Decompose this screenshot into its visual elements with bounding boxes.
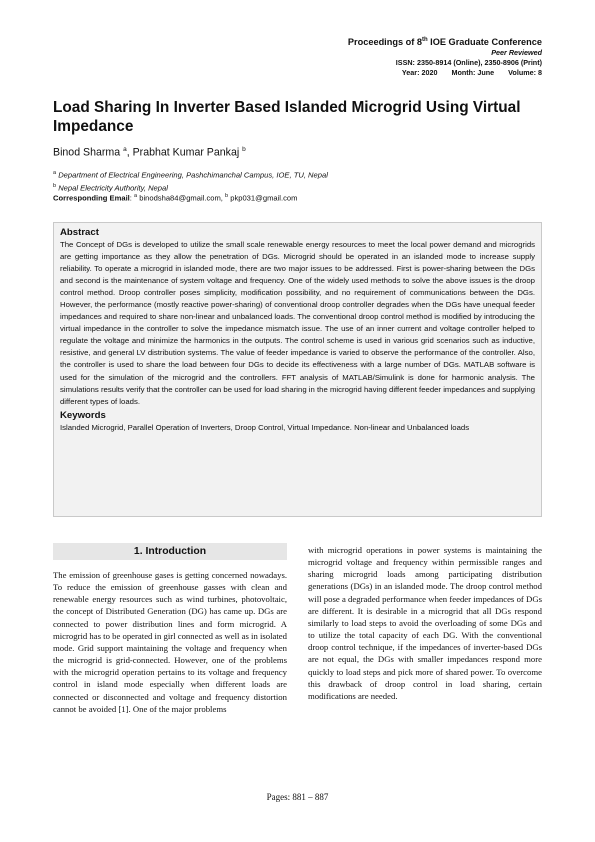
affiliation-b: $^b$ Nepal Electricity Authority, Nepal	[53, 182, 168, 193]
email-link[interactable]: binodsha84@gmail.com,	[139, 193, 226, 203]
affiliations	[53, 168, 328, 193]
conference-name: Proceedings of 8th IOE Graduate Conference	[347, 37, 542, 48]
body-column-right: with microgrid operations in power systems is maintaining the microgrid voltage and frequency within permissible ranges and sharing microgrid loads among participating distribution generations (DGs) in an islanded mode. The droop control method will pose a degraded performance when feeder impedances of DGs are different. It is desirable in a microgrid that all DGs respond similarly to load steps to avoid the overloading of some DGs and to utilize the total capacity of each DG. With the conventional droop control technique, if the impedances of inverter-based DGs are not equal, the DGs with smaller impedances respond more quickly to load steps and pick more of shared power. To overcome this drawback of droop control in load sharing, certain modifications are needed.	[308, 545, 542, 701]
keywords-heading: Keywords	[60, 409, 106, 421]
issn-line: ISSN: 2350-8914 (Online), 2350-8906 (Print)	[395, 58, 542, 68]
body-column-left: The emission of greenhouse gases is getting concerned nowadays. To reduce the emission of greenhouse gasses with clean and renewable energy resources such as wind turbines, photovoltaic, the concept of Distributed Generation (DG) has came up. DGs are connected to power distribution lines and form microgrid. A microgrid has to be operated in girl connected as well as in isolated mode. Grid support maintaining the voltage and frequency when the microgrid is grid-connected. However, one of the problems with the microgrid operation pertains to its voltage and frequency control in island mode especially when different loads are connected or disconnected and voltage and frequency distortion cannot be avoided [1]. One of the major problems	[53, 570, 288, 714]
page-range-footer: Pages: 881 – 887	[266, 792, 329, 802]
abstract-box	[53, 222, 542, 517]
peer-reviewed-label: Peer Reviewed	[491, 48, 542, 58]
email-link[interactable]: pkp031@gmail.com	[230, 193, 298, 203]
author-name: Binod Sharma	[53, 146, 121, 159]
corresponding-email: Corresponding Email: $^a$ binodsha84@gmail.com, $^b$ pkp031@gmail.com	[53, 193, 298, 203]
author-name: Prabhat Kumar Pankaj	[132, 146, 240, 159]
affiliation-a: $^a$ Department of Electrical Engineering, Pashchimanchal Campus, IOE, TU, Nepal	[53, 170, 328, 180]
issue-info	[348, 68, 542, 78]
volume-label: Volume: 8	[508, 68, 542, 78]
author-line: Binod Sharma $^a$, Prabhat Kumar Pankaj $^b$	[53, 146, 246, 159]
month-label: Month: June	[451, 68, 495, 78]
journal-header	[348, 34, 542, 78]
keywords-text: Islanded Microgrid, Parallel Operation of Inverters, Droop Control, Virtual Impedance. Non-linear and Unbalanced loads	[60, 422, 470, 432]
abstract-text: The Concept of DGs is developed to utilize the small scale renewable energy resources to meet the local power demand and microgrids are getting importance as they allow the penetration of DGs. Microgrid should be operated in an islanded mode to increase supply reliability. To operate a microgrid in islanded mode, there are two major issues to be addressed. First is power-sharing between the DGs and second is the maintenance of system voltage and frequency. One of the widely used methods to solve the above issues is the droop control method. Droop controller poses simplicity, modification possibility, and no requirement of communications between the DGs. However, the performance (mostly reactive power-sharing) of conventional droop controller degrades when the DGs have unequal feeder impedances and required to share non-linear and unbalanced loads. The conventional droop control method is modified by introducing the virtual impedance in the controller to solve the impedance mismatch issue. The use of an inner current and voltage controller helped to regulate the voltage and minimize the harmonics in the outputs. The control scheme is used in various grid scenarios such as inductive, resistive, and general LV distribution systems. The value of feeder impedance is varied to observe the performance of the controller. Also, the controller is used to share the load between four DGs to decide its effectiveness with a large number of DGs. MATLAB software is used for the simulation of the microgrid and the controllers. FFT analysis of MATLAB/Simulink is done for harmonic analysis. The simulations results verify that the controller can be used for load sharing in the microgrid having different feeder impedances and supplying different types of loads.	[60, 240, 535, 406]
paper-title: Load Sharing In Inverter Based Islanded Microgrid Using Virtual Impedance	[53, 99, 521, 135]
section-heading-introduction: 1. Introduction	[53, 543, 287, 560]
abstract-heading: Abstract	[60, 227, 99, 238]
year-label: Year: 2020	[401, 68, 438, 78]
